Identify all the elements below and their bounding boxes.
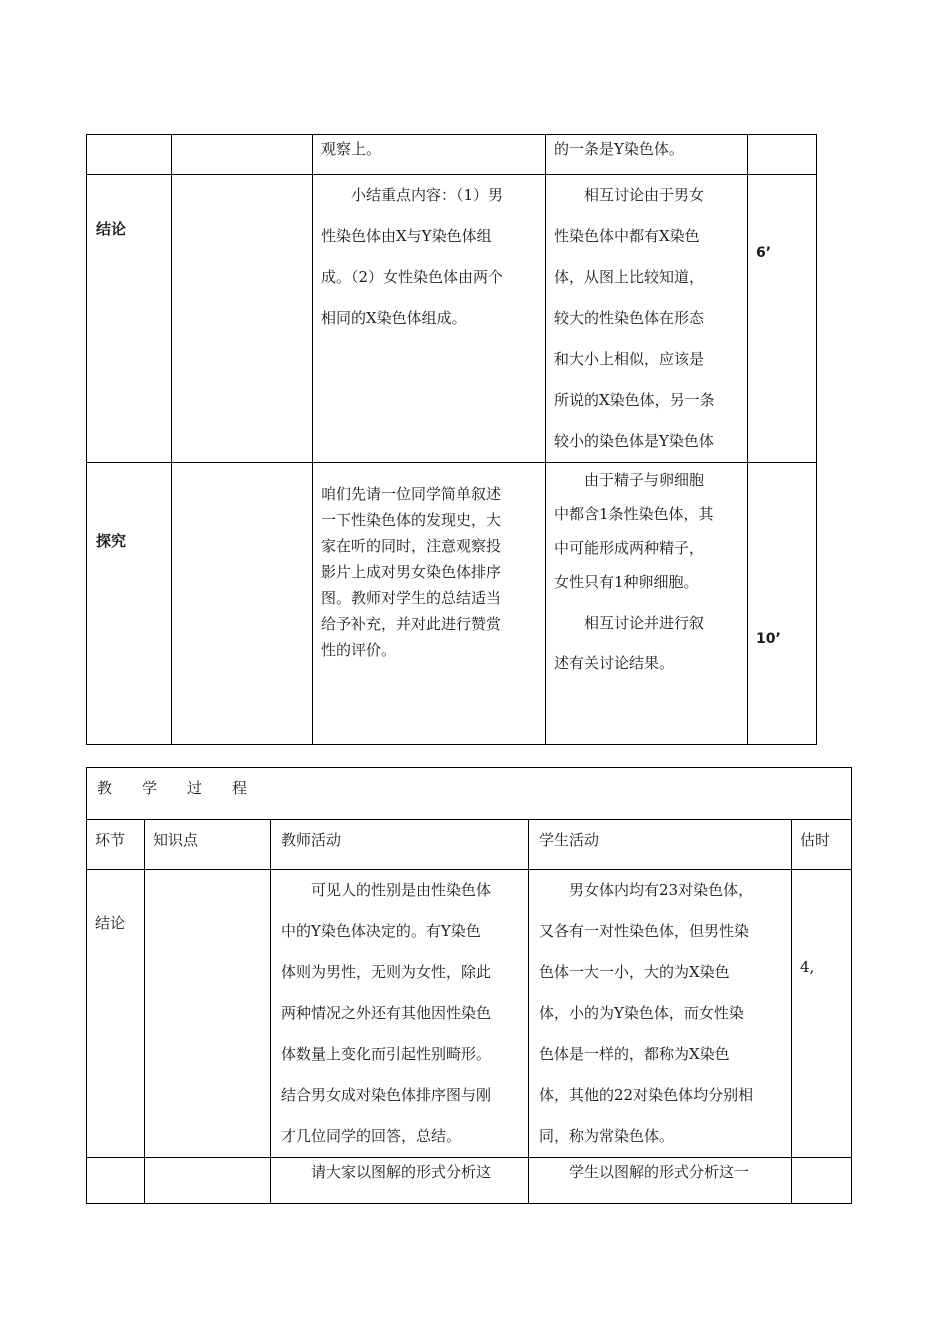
text-line: 相同的X染色体组成。 xyxy=(321,309,467,327)
teacher-activity-cell xyxy=(271,870,529,1158)
time-cell xyxy=(792,1158,852,1204)
text-line: 两种情况之外还有其他因性染色 xyxy=(281,1004,492,1022)
teacher-activity-cell xyxy=(313,175,546,463)
time-estimate: 6’ xyxy=(748,175,817,463)
text-line: 学生以图解的形式分析这一 xyxy=(569,1163,750,1181)
student-activity-cell xyxy=(546,463,748,745)
text-line: 述有关讨论结果。 xyxy=(554,654,675,672)
text-line: 和大小上相似，应该是 xyxy=(554,350,705,368)
time-estimate: 10’ xyxy=(748,463,817,745)
text-line: 一下性染色体的发现史，大 xyxy=(321,511,502,529)
table-row xyxy=(87,870,852,1158)
text-line: 小结重点内容：（1）男 xyxy=(351,186,504,204)
section-label: 探究 xyxy=(87,463,172,745)
lesson-table-lower xyxy=(86,767,852,1204)
text-line: 女性只有1种卵细胞。 xyxy=(554,573,699,591)
text-line: 由于精子与卵细胞 xyxy=(584,471,705,489)
text-line: 中可能形成两种精子， xyxy=(554,539,705,557)
section-cell xyxy=(87,1158,145,1204)
knowledge-cell xyxy=(145,870,271,1158)
text-line: 图。教师对学生的总结适当 xyxy=(321,589,502,607)
student-activity-cell xyxy=(529,1158,792,1204)
column-header: 知识点 xyxy=(145,820,271,870)
teacher-activity-cell xyxy=(313,135,546,175)
table-row xyxy=(87,175,817,463)
text-line: 体，从图上比较知道， xyxy=(554,268,705,286)
section-label: 结论 xyxy=(87,175,172,463)
text-line: 性的评价。 xyxy=(321,641,397,659)
student-activity-cell xyxy=(529,870,792,1158)
section-cell xyxy=(87,135,172,175)
section-label: 结论 xyxy=(87,870,145,1158)
lesson-table-upper xyxy=(86,134,817,745)
time-cell xyxy=(748,135,817,175)
text-line: 相互讨论并进行叙 xyxy=(584,614,705,632)
text-line: 观察上。 xyxy=(321,140,382,158)
time-estimate: 4, xyxy=(792,870,852,1158)
text-line: 可见人的性别是由性染色体 xyxy=(311,881,492,899)
student-activity-cell xyxy=(546,135,748,175)
text-line: 又各有一对性染色体，但男性染 xyxy=(539,922,750,940)
text-line: 体数量上变化而引起性别畸形。 xyxy=(281,1045,492,1063)
text-line: 同，称为常染色体。 xyxy=(539,1127,675,1145)
text-line: 相互讨论由于男女 xyxy=(584,186,705,204)
text-line: 体，小的为Y染色体，而女性染 xyxy=(539,1004,744,1022)
table-row xyxy=(87,1158,852,1204)
text-line: 中的Y染色体决定的。有Y染色 xyxy=(281,922,481,940)
text-line: 色体一大一小，大的为X染色 xyxy=(539,963,730,981)
text-line: 体则为男性，无则为女性，除此 xyxy=(281,963,492,981)
text-line: 性染色体中都有X染色 xyxy=(554,227,700,245)
knowledge-cell xyxy=(172,175,313,463)
text-line: 影片上成对男女染色体排序 xyxy=(321,563,502,581)
text-line: 给予补充，并对此进行赞赏 xyxy=(321,615,502,633)
text-line: 的一条是Y染色体。 xyxy=(554,140,684,158)
text-line: 结合男女成对染色体排序图与刚 xyxy=(281,1086,492,1104)
column-header: 学生活动 xyxy=(529,820,792,870)
teacher-activity-cell xyxy=(313,463,546,745)
knowledge-cell xyxy=(172,135,313,175)
table-row xyxy=(87,768,852,820)
text-line: 才几位同学的回答，总结。 xyxy=(281,1127,462,1145)
knowledge-cell xyxy=(172,463,313,745)
text-line: 成。（2）女性染色体由两个 xyxy=(321,268,504,286)
text-line: 性染色体由X与Y染色体组 xyxy=(321,227,492,245)
section-title: 教 学 过 程 xyxy=(87,768,852,820)
column-header: 教师活动 xyxy=(271,820,529,870)
text-line: 请大家以图解的形式分析这 xyxy=(311,1163,492,1181)
column-header: 估时 xyxy=(792,820,852,870)
text-line: 体，其他的22对染色体均分别相 xyxy=(539,1086,754,1104)
table-header-row xyxy=(87,820,852,870)
student-activity-cell xyxy=(546,175,748,463)
text-line: 色体是一样的，都称为X染色 xyxy=(539,1045,730,1063)
table-row xyxy=(87,135,817,175)
text-line: 所说的X染色体，另一条 xyxy=(554,391,715,409)
text-line: 男女体内均有23对染色体， xyxy=(569,881,754,899)
text-line: 中都含1条性染色体，其 xyxy=(554,505,714,523)
knowledge-cell xyxy=(145,1158,271,1204)
column-header: 环节 xyxy=(87,820,145,870)
teacher-activity-cell xyxy=(271,1158,529,1204)
text-line: 咱们先请一位同学简单叙述 xyxy=(321,485,502,503)
text-line: 较小的染色体是Y染色体 xyxy=(554,432,714,450)
text-line: 较大的性染色体在形态 xyxy=(554,309,705,327)
table-row xyxy=(87,463,817,745)
text-line: 家在听的同时，注意观察投 xyxy=(321,537,502,555)
